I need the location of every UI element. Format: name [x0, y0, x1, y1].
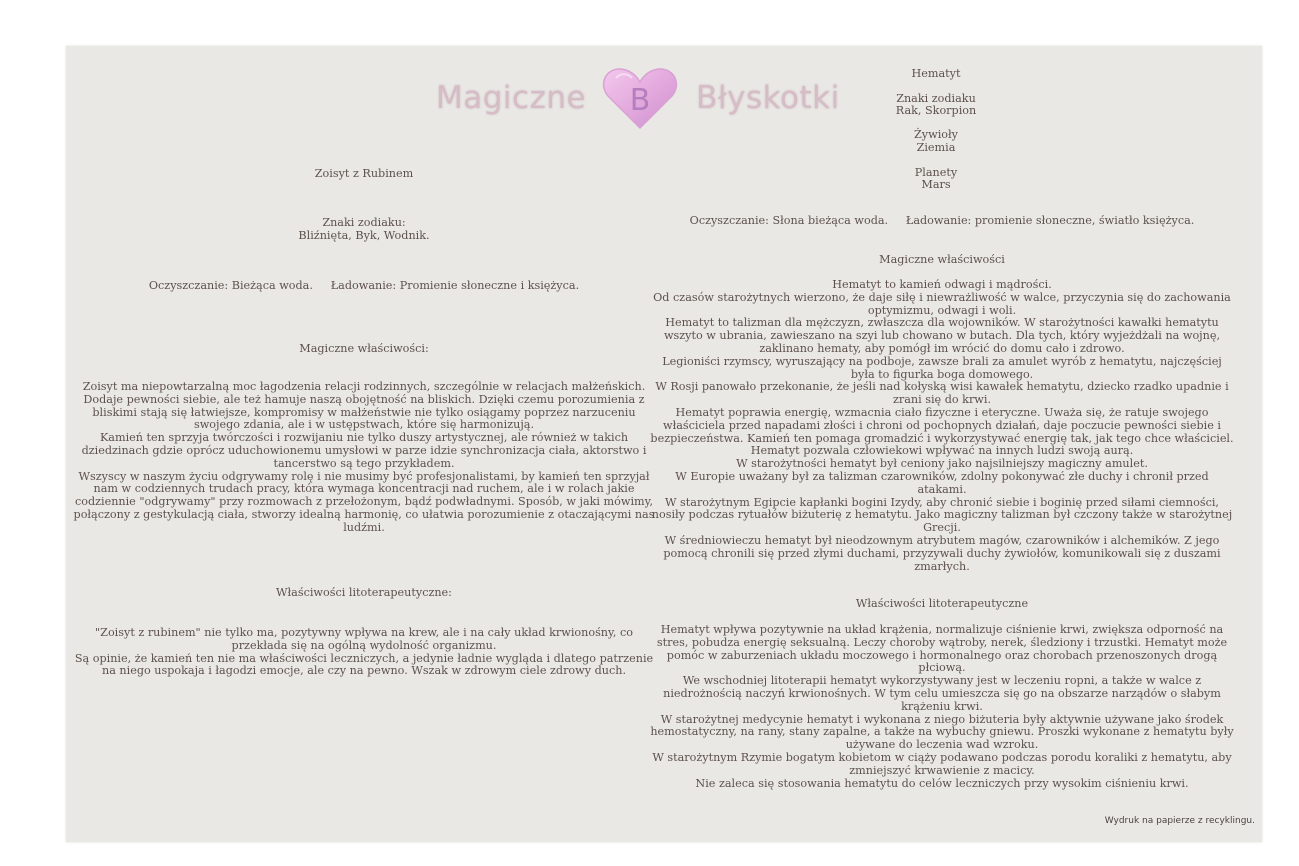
left-litho-heading: Właściwości litoterapeutyczne:	[276, 586, 452, 599]
right-zodiac-label: Znaki zodiaku	[896, 92, 976, 105]
heart-logo-icon	[602, 66, 678, 130]
right-charging: Ładowanie: promienie słoneczne, światło księżyca.	[905, 214, 1195, 227]
right-zodiac-value: Rak, Skorpion	[895, 104, 977, 117]
right-magic-paragraph: W średniowieczu hematyt był nieodzownym atrybutem magów, czarowników i alchemików. Z jego pomocą chronili się przed złymi duchami, przyzywali duchy żywiołów, komunikowali się z duszami zmarłych.	[663, 533, 1221, 573]
right-elements-label: Żywioły	[914, 128, 958, 141]
right-planets-label: Planety	[914, 166, 958, 179]
right-magic-paragraph: Hematyt poprawia energię, wzmacnia ciało fizyczne i eteryczne. Uważa się, że ratuje swojego właściciela przed napadami złości i chroni od pochopnych działań, daje poczucie pewności siebie i bezpieczeństwa. Kamień ten pomaga gromadzić i wykorzystywać energię tak, jak tego chce właściciel. Hematyt pozwala człowiekowi wpływać na innych ludzi swoją aurą.	[650, 405, 1234, 458]
right-magic-paragraph: W Rosji panowało przekonanie, że jeśli nad kołyską wisi kawałek hematytu, dziecko rzadko upadnie i zrani się do krwi.	[655, 380, 1229, 407]
left-title: Zoisyt z Rubinem	[314, 167, 414, 180]
brand-word-right: Błyskotki	[696, 80, 840, 116]
left-litho-paragraph: "Zoisyt z rubinem" nie tylko ma, pozytywny wpływa na krew, ale i na cały układ krwionośny, co przekłada się na ogólną wydolność organizmu.	[95, 626, 633, 652]
left-zodiac-value: Bliźnięta, Byk, Wodnik.	[298, 229, 430, 242]
right-litho-paragraph: Hematyt wpływa pozytywnie na układ krążenia, normalizuje ciśnienie krwi, zwiększa odporność na stres, pobudza energię seksualną. Leczy choroby wątroby, nerek, śledziony i trzustki. Hematyt może pomóc w zaburzeniach układu moczowego i hormonalnego oraz chorobach przenoszonych drogą płciową.	[656, 623, 1228, 675]
right-magic-heading: Magiczne właściwości	[879, 253, 1005, 266]
left-charging: Ładowanie: Promienie słoneczne i księżyca.	[330, 279, 580, 292]
right-magic-paragraph: W Europie uważany był za talizman czarowników, zdolny pokonywać złe duchy i chronił przed atakami.	[675, 469, 1209, 496]
left-magic-paragraph: Kamień ten sprzyja twórczości i rozwijaniu nie tylko duszy artystycznej, ale również w takich dziedzinach gdzie oprócz uduchowionemu umysłowi w parze idzie synchronizacja ciała, aktorstwo i tancerstwo są tego przykładem.	[81, 431, 647, 470]
brand-word-left: Magiczne	[436, 80, 587, 116]
right-elements-value: Ziemia	[916, 141, 956, 154]
right-litho-heading: Właściwości litoterapeutyczne	[855, 597, 1029, 610]
right-cleaning: Oczyszczanie: Słona bieżąca woda.	[689, 214, 889, 227]
right-magic-paragraph: Od czasów starożytnych wierzono, że daje siłę i niewrażliwość w walce, przyczynia się do zachowania optymizmu, odwagi i woli.	[653, 290, 1231, 317]
right-magic-paragraph: Hematyt to talizman dla mężczyzn, zwłaszcza dla wojowników. W starożytności kawałki hematytu wszyto w ubrania, zawieszano na szyi lub chowano w butach. Dla tych, który wyjeżdżali na wojnę, zaklinano hematy, aby pomógł im wrócić do domu cało i zdrowo.	[663, 316, 1221, 355]
right-litho-text	[650, 624, 1234, 790]
left-care-line	[72, 280, 656, 293]
right-magic-paragraph: Legioniści rzymscy, wyruszający na podboje, zawsze brali za amulet wyrób z hematytu, najczęściej była to figurka boga domowego.	[662, 354, 1222, 381]
left-cleaning: Oczyszczanie: Bieżąca woda.	[148, 279, 313, 292]
left-litho-text	[72, 627, 656, 678]
right-magic-paragraph: Hematyt to kamień odwagi i mądrości.	[832, 278, 1052, 291]
left-magic-text	[72, 381, 656, 535]
recycled-paper-note: Wydruk na papierze z recyklingu.	[1104, 816, 1255, 826]
right-title: Hematyt	[911, 67, 961, 80]
right-magic-text	[650, 279, 1234, 573]
left-magic-paragraph: Zoisyt ma niepowtarzalną moc łagodzenia relacji rodzinnych, szczególnie w relacjach małżeńskich. Dodaje pewności siebie, ale też hamuje naszą obojętność na bliskich. Dzięki czemu porozumienia z bliskimi stają się łatwiejsze, kompromisy w małżeństwie nie tylko osiągamy poprzez narzuceniu swojego zdania, ale i w ustępstwach, które się harmonizują.	[82, 380, 646, 432]
left-litho-paragraph: Są opinie, że kamień ten nie ma właściwości leczniczych, a jedynie ładnie wygląda i dlatego patrzenie na niego uspokaja i łagodzi emocje, ale czy na pewno. Wszak w zdrowym ciele zdrowy duch.	[74, 651, 654, 678]
right-care-line	[650, 215, 1234, 228]
right-litho-paragraph: W starożytnym Rzymie bogatym kobietom w ciąży podawano podczas porodu koraliki z hematytu, aby zmniejszyć krwawienie z macicy.	[652, 750, 1232, 777]
right-litho-paragraph: W starożytnej medycynie hematyt i wykonana z niego biżuteria były aktywnie używane jako środek hemostatyczny, na rany, stany zapalne, a także na wybuchy gniewu. Proszki wykonane z hematytu były używane do leczenia wad wzroku.	[650, 712, 1234, 752]
heart-letter: B	[629, 83, 651, 118]
left-magic-heading: Magiczne właściwości:	[299, 342, 429, 355]
left-magic-paragraph: Wszyscy w naszym życiu odgrywamy rolę i nie musimy być profesjonalistami, by kamień ten sprzyjał nam w codziennych trudach pracy, która wymaga koncentracji nad ruchem, ale i w rolach jakie codziennie "odgrywamy" przy rozmowach z przełożonym, bądź podwładnymi. Sposób, w jaki mówimy, połączony z gestykulacją ciała, stworzy idealną harmonię, co ułatwia porozumienie z otaczającymi nas ludźmi.	[73, 469, 655, 534]
brand-logo	[436, 64, 876, 132]
right-planets-value: Mars	[921, 178, 951, 191]
right-litho-paragraph: We wschodniej litoterapii hematyt wykorzystywany jest w leczeniu ropni, a także w walce z niedrożnością naczyń krwionośnych. W tym celu umieszcza się go na obszarze narządów o słabym krążeniu krwi.	[663, 674, 1221, 713]
left-zodiac-label: Znaki zodiaku:	[322, 216, 406, 229]
right-litho-paragraph: Nie zaleca się stosowania hematytu do celów leczniczych przy wysokim ciśnieniu krwi.	[695, 776, 1189, 790]
right-magic-paragraph: W starożytności hematyt był ceniony jako najsilniejszy magiczny amulet.	[736, 457, 1148, 471]
right-magic-paragraph: W starożytnym Egipcie kapłanki bogini Izydy, aby chronić siebie i boginię przed siłami ciemności, nosiły podczas rytuałów biżuterię z hematytu. Jako magiczny talizman był czczony także w starożytnej Grecji.	[651, 495, 1233, 535]
